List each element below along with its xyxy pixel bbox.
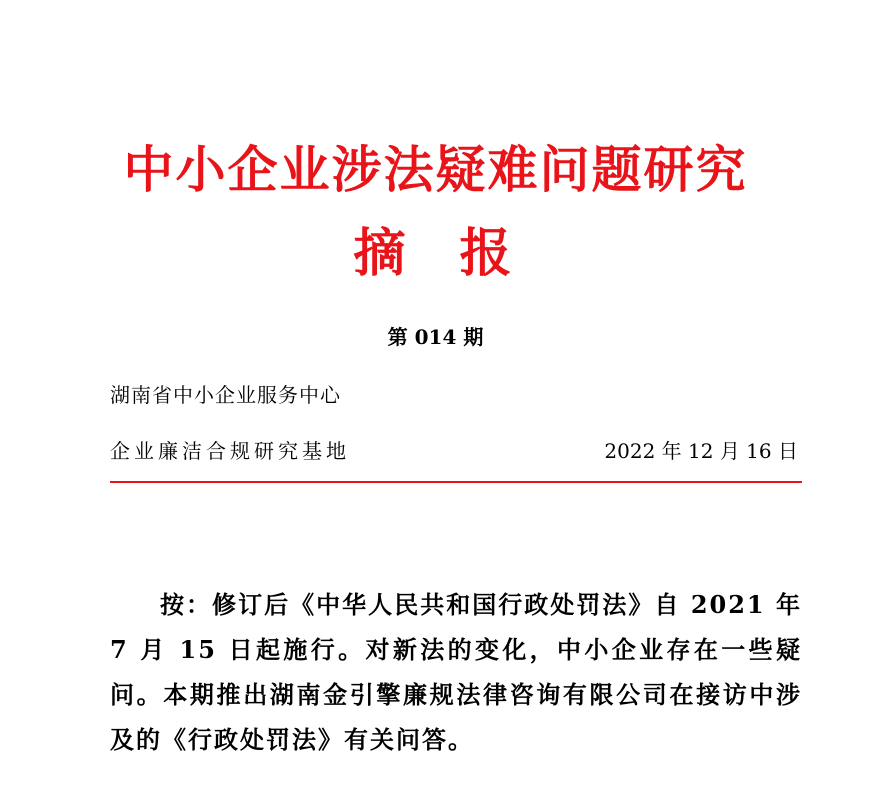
research-base: 企业廉洁合规研究基地 [110,439,350,463]
editor-note-paragraph: 按：修订后《中华人民共和国行政处罚法》自 2021 年 7 月 15 日起施行。对新法的变化，中小企业存在一些疑问。本期推出湖南金引擎廉规法律咨询有限公司在接访中涉及的《行政处罚法》有关问答。 [110,590,802,754]
issuing-organization: 湖南省中小企业服务中心 [110,383,341,407]
document-subtitle: 摘 报 [353,223,530,284]
issue-date: 2022 年 12 月 16 日 [604,439,798,463]
document-title: 中小企业涉法疑难问题研究 [123,140,748,199]
issue-number: 第 014 期 [387,325,484,349]
header-divider [110,481,802,483]
